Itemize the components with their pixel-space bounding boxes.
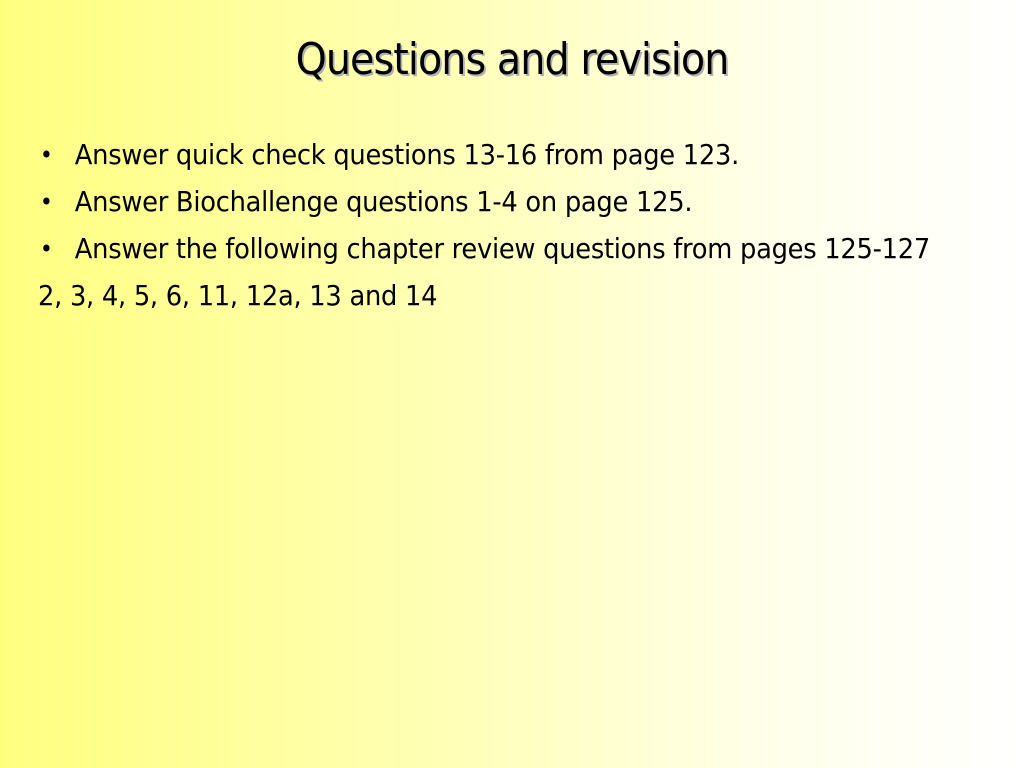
bullet-dot-icon: •: [39, 188, 53, 216]
bullet-item: [38, 230, 958, 268]
slide-title: Questions and revision: [295, 34, 729, 85]
bullet-text: Answer the following chapter review questions from pages 125-127: [74, 232, 931, 265]
bullet-item: [38, 136, 995, 174]
bullet-dot-icon: •: [39, 141, 53, 169]
bullet-text: Answer quick check questions 13-16 from page 123.: [74, 138, 740, 171]
bullet-dot-icon: •: [39, 235, 53, 263]
bullet-item: [38, 183, 995, 221]
slide-body: [38, 136, 988, 315]
bullet-list: [38, 136, 988, 268]
question-numbers-line: 2, 3, 4, 5, 6, 11, 12a, 13 and 14: [38, 279, 438, 312]
bullet-text: Answer Biochallenge questions 1-4 on page 125.: [74, 185, 693, 218]
